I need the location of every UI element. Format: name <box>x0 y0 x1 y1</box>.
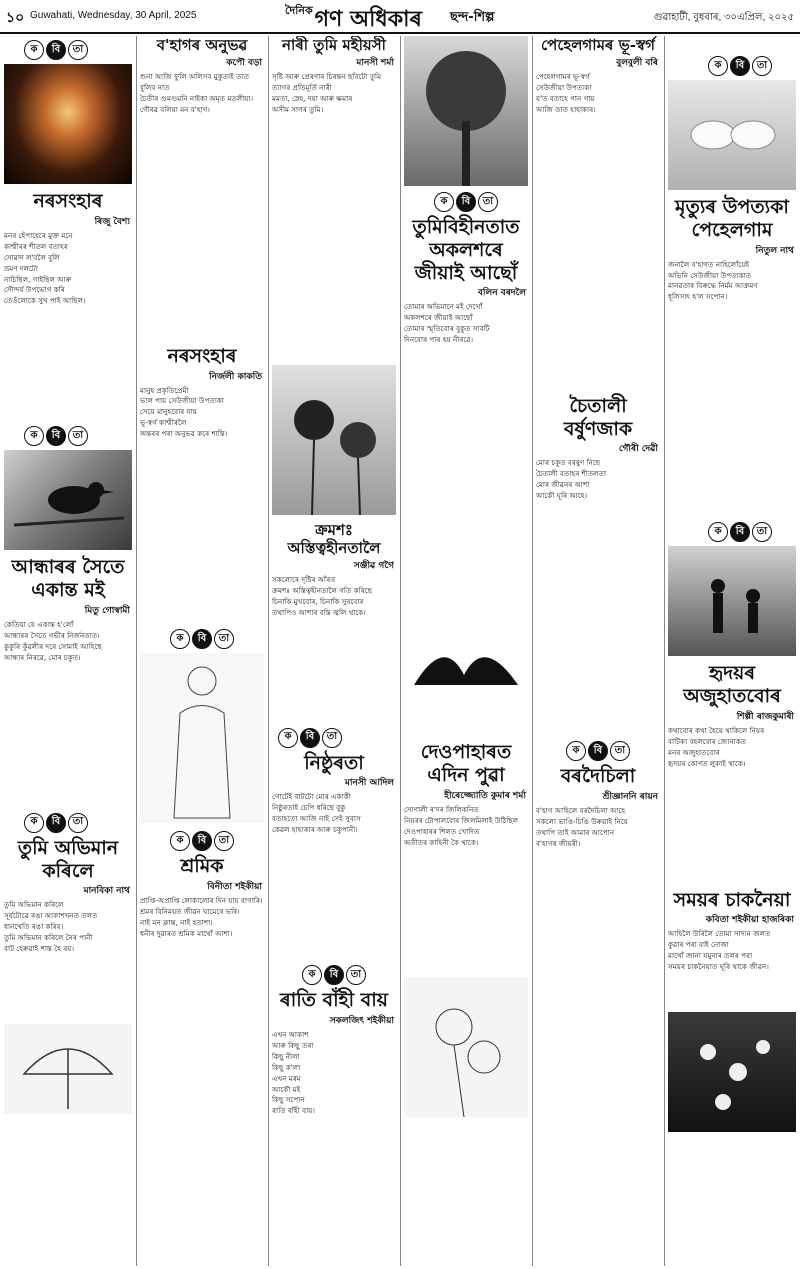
poem-author: কপৌ বড়া <box>226 58 262 68</box>
poem-body <box>272 575 396 618</box>
column-6 <box>668 36 796 1266</box>
badge-letter: বি <box>456 192 476 212</box>
roses-photo <box>272 365 396 515</box>
tree-road-photo <box>404 36 528 186</box>
poem-line: অকলশৰে জীয়াই আছোঁ <box>404 313 473 323</box>
column-rule <box>136 36 137 1266</box>
logo-prefix: দৈনিক <box>285 4 313 17</box>
poem-line: কেতিয়া যে একান্ত হ'লোঁ <box>4 619 74 629</box>
umbrella-icon <box>4 1024 132 1114</box>
poem-line: তথাপি তাই আমাৰ আপোন <box>536 827 615 837</box>
poem-line: শুনা আজি ফুলি অলিসব মুকুতাই তাত <box>140 72 250 81</box>
badge-letter: তা <box>346 965 366 985</box>
poem-line: ধূলিসাৎ হ'ল সপোন। <box>668 292 728 302</box>
badge-letter: তা <box>478 192 498 212</box>
doves-photo <box>668 80 796 190</box>
column-rule <box>400 36 401 1266</box>
badge-letter: বি <box>324 965 344 985</box>
poem-line: কুকুৰি কুঁৱলীৰ দৰে সোমাই আহিছে <box>4 641 102 651</box>
flower-sketch <box>404 977 528 1117</box>
badge-letter: ক <box>566 741 586 761</box>
poem-body <box>668 726 796 769</box>
poem-line: ব'হাগৰ জীয়ৰী। <box>536 838 581 848</box>
poem-body <box>4 620 132 663</box>
poem-line: তোমাৰ অভিমানে মই দেখোঁ <box>404 302 483 312</box>
poem-line: তেওঁলোকে সুখ পাই আছিল। <box>4 296 86 306</box>
kobita-badge <box>24 40 132 60</box>
poem-line: সূৰ্যটোৱে ৰঙা আকাশখনত তলত <box>4 911 98 921</box>
poem-line: য'ত বতাহে গান গায় <box>536 93 595 103</box>
poem-line: এখন মৰম <box>272 1073 301 1083</box>
poem-line: সৃষ্টি আৰু প্ৰেৰণাৰ চিৰন্তন ছবিটো তুমি <box>272 72 382 81</box>
poem-author: শিল্পী ৰাজকুমাৰী <box>736 711 794 722</box>
badge-letter: বি <box>730 522 750 542</box>
badge-letter: তা <box>68 813 88 833</box>
poem-body <box>140 896 264 939</box>
poem-line: বাট হেৰুৱাই শান্ত হৈ ৰয়। <box>4 944 75 954</box>
poem-line: দিনবোৰ পাৰ হয় নীৰৱে। <box>404 335 474 345</box>
bird-icon <box>404 615 528 735</box>
poem-author: মিতু গোস্বামী <box>84 605 130 616</box>
newspaper-logo <box>285 2 422 39</box>
column-rule <box>268 36 269 1266</box>
poem-line: পেহেলগামৰ ভূ-স্বৰ্গ <box>536 72 590 81</box>
poem-line: আকৌ ঘূৰি আহে। <box>536 491 588 501</box>
masthead <box>0 0 800 34</box>
badge-letter: ক <box>302 965 322 985</box>
poem-title: তুমিবিহীনতাত অকলশৰে জীয়াই আছোঁ <box>412 216 520 284</box>
poem-line: ভ্ৰমণ দলটো <box>4 263 38 273</box>
badge-letter: ক <box>434 192 454 212</box>
badge-letter: বি <box>46 426 66 446</box>
badge-letter: তা <box>214 629 234 649</box>
poem-line: নিষ্ঠুৰতাই চেপি ধৰিছে বুকু <box>272 803 346 813</box>
poem-line: ত্যাগৰ প্ৰতিমূৰ্তি নাৰী <box>272 82 332 92</box>
badge-letter: তা <box>752 56 772 76</box>
poem-title: চৈতালী বৰ্ষুণজাক <box>563 394 633 440</box>
section-title: ছন্দ-শিল্প <box>450 10 495 25</box>
poem-title: ক্ৰমশঃ অস্তিত্বহীনতালৈ <box>287 520 381 557</box>
poem-author: সঞ্জীৱ গগৈ <box>353 560 394 571</box>
poem-author: ৰিজু বৈশ্য <box>94 216 130 227</box>
logo-text: গণ অধিকাৰ <box>314 6 422 32</box>
column-5 <box>536 36 660 1266</box>
poem-line: কিছু সপোন <box>272 1095 305 1105</box>
badge-letter: ক <box>170 831 190 851</box>
badge-letter: তা <box>752 522 772 542</box>
birds-photo <box>404 615 528 735</box>
poem-line: আহিলৈ উৰিলৈ তোমা সাদ্যন জলত <box>668 929 771 939</box>
poem-line: সকলো ভাঙি-চিঙি উৰুৱাই নিয়ে <box>536 816 628 826</box>
poem-line: অতীতৰ কাহিনী কৈ থাকে। <box>404 837 479 847</box>
poem-body <box>4 231 132 307</box>
poem-line: অন্তৰৰ পৰা অনুভৱ কৰে শান্তি। <box>140 429 228 439</box>
poem-line: মমতা, স্নেহ, দয়া আৰু ক্ষমাৰ <box>272 93 353 103</box>
rose-icon <box>272 365 396 515</box>
poem-body <box>272 1030 396 1117</box>
badge-letter: তা <box>610 741 630 761</box>
poem-line: তুমি অভিমান কৰিলে <box>4 900 64 910</box>
poem-line: তথাপিও আশাৰ বন্তি জ্বলি থাকে। <box>272 607 366 617</box>
poem-line: মনৰ অজুহাতবোৰ <box>668 747 720 757</box>
poem-title: পেহেলগামৰ ভূ-স্বৰ্গ <box>541 36 655 54</box>
poem-line: ব'হাগ আহিলে বৰদৈচিলা আহে <box>536 805 626 815</box>
poem-line: সকলোৰে দৃষ্টিৰ আঁৰত <box>272 574 336 584</box>
badge-letter: তা <box>214 831 234 851</box>
poem-title: নৰসংহাৰ <box>167 344 237 367</box>
kobita-badge <box>708 522 796 542</box>
badge-letter: ক <box>170 629 190 649</box>
poem-line: কথাবোৰ কথা হৈয়ে থাকিলে নিয়ৰ <box>668 725 765 735</box>
poem-line: কেৱল হাহাকাৰ আৰু চকুপানী। <box>272 825 358 835</box>
poem-line: মনৰ হেঁপাহেৰে মুক্ত মনে <box>4 230 73 240</box>
poem-line: মোৰ চকুত বৰষুণ নিছে <box>536 458 601 468</box>
poem-line: চিনাকি মুখবোৰ, চিনাকি সুৰবোৰ <box>272 596 364 606</box>
poem-author: মানসী শৰ্মা <box>356 58 394 68</box>
poem-line: আজি তাত হাহাকাৰ। <box>536 104 596 114</box>
poem-line: তুমি অভিমান কৰিলে নৈৰ পানী <box>4 933 93 943</box>
badge-letter: ক <box>708 522 728 542</box>
poem-line: সেয়ে মানুহবোৰ যায় <box>140 407 197 417</box>
badge-letter: বি <box>300 728 320 748</box>
poem-body <box>272 792 396 835</box>
kobita-badge <box>566 741 660 761</box>
poem-title: বৰদৈচিলা <box>560 765 636 788</box>
poem-line: অভিনি সেউজীয়া উপত্যকাত <box>668 270 752 280</box>
tree-icon <box>404 36 528 186</box>
column-1 <box>4 36 132 1266</box>
badge-letter: ক <box>24 40 44 60</box>
poem-body <box>536 72 660 115</box>
kobita-badge <box>170 831 264 851</box>
poem-line: মানুহ প্ৰকৃতিপ্ৰেমী <box>140 385 189 395</box>
badge-letter: বি <box>46 813 66 833</box>
badge-letter: বি <box>192 629 212 649</box>
poem-line: কিছু নীলা <box>272 1051 300 1061</box>
kobita-badge <box>24 426 132 446</box>
poem-line: গৌৰৱ বলিয়া মন ব'হাগ। <box>140 104 210 114</box>
dove-icon <box>668 80 796 190</box>
poem-body <box>272 72 396 115</box>
poem-body <box>668 929 796 972</box>
poem-line: আন্ধাৰৰ সৈতে গভীৰ নিৰ্জনতাত। <box>4 630 100 640</box>
badge-letter: ক <box>24 813 44 833</box>
poem-line: ধানখেতি ৰঙা কৰিব। <box>4 922 64 932</box>
poem-line: বতাহতো আজি নাই সেই সুবাস <box>272 814 361 824</box>
poem-line: ধনীৰ দুৱাৰত শ্ৰমিক মাথোঁ আশা। <box>140 928 233 938</box>
poem-line: আৰু কিছু তৰা <box>272 1040 314 1050</box>
poem-line: শ্ৰমৰ বিনিময়ত জীৱন ঘামেৰে ভৰি। <box>140 906 240 916</box>
poem-line: আকৌ মই <box>272 1084 301 1094</box>
poem-title: দেওপাহাৰত এদিন পুৱা <box>420 741 512 786</box>
poem-line: জনালৈ ব'হাগত নাহিলোঁয়েই <box>668 259 750 269</box>
candle-photo <box>4 64 132 184</box>
badge-letter: তা <box>322 728 342 748</box>
poem-author: বলিন বৰদলৈ <box>477 288 526 299</box>
poem-author: নিতুল নাথ <box>755 245 794 256</box>
poem-title: তুমি অভিমান কৰিলে <box>17 836 119 882</box>
badge-letter: বি <box>46 40 66 60</box>
column-3 <box>272 36 396 1266</box>
poem-title: হৃদয়ৰ অজুহাতবোৰ <box>683 662 781 708</box>
flower-icon <box>404 977 528 1117</box>
poem-author: শ্ৰীজ্ঞাননি ৰায়ন <box>602 791 658 802</box>
badge-letter: তা <box>68 40 88 60</box>
poem-body <box>404 805 528 848</box>
poem-title: আন্ধাৰৰ সৈতে একান্ত মই <box>11 556 125 602</box>
poem-author: মানসী আদিল <box>344 778 394 789</box>
poem-line: নাই মন ক্লান্ত, নাই হতাশা। <box>140 917 213 927</box>
poem-line: মোৰ জীৱনৰ আশা <box>536 480 590 490</box>
poem-author: নিৰ্জলী কাকতি <box>209 371 262 382</box>
crow-icon <box>4 450 132 550</box>
poem-line: ভাল পায় সেউজীয়া উপত্যকা <box>140 396 224 406</box>
dateline-assamese: গুৱাহাটী, বুধবাৰ, ৩০এপ্ৰিল, ২০২৫ <box>653 12 794 23</box>
umbrella-sketch <box>4 1024 132 1114</box>
couple-silhouette-icon <box>668 546 796 656</box>
poem-body <box>536 458 660 501</box>
badge-letter: তা <box>68 426 88 446</box>
kobita-badge <box>170 629 264 649</box>
poem-body <box>668 260 796 303</box>
poem-line: কুৱাৰ পৰা বাই নোজা <box>668 940 729 950</box>
poem-line: এখন আকাশ <box>272 1029 309 1039</box>
kobita-badge <box>302 965 396 985</box>
kobita-badge <box>24 813 132 833</box>
poem-line: ভূ-স্বৰ্গ কাশ্মীৰলৈ <box>140 418 187 428</box>
poem-line: তোমাৰ স্মৃতিবোৰ বুকুত সাবটি <box>404 324 490 334</box>
poem-line: সৌন্দৰ্য উপভোগ কৰি <box>4 285 65 295</box>
poem-author: কবিতা শইকীয়া হাজৰিকা <box>705 915 794 926</box>
poem-line: গোটেই বাটটো মোৰ একাকী <box>272 792 351 802</box>
woman-sketch <box>140 653 264 823</box>
poem-line: প্ৰাপ্তি-অপ্ৰাপ্তি লোকালোৰ দিন যায় বাগাৰি। <box>140 896 263 906</box>
kobita-badge <box>278 728 396 748</box>
badge-letter: বি <box>588 741 608 761</box>
poem-author: সকলজিৎ শইকীয়া <box>329 1015 394 1026</box>
poem-body <box>4 900 132 954</box>
column-rule <box>532 36 533 1266</box>
poem-line: চৈতালী বতাহৰ শীতলতা <box>536 469 607 479</box>
poem-author: মানবিকা নাথ <box>83 886 130 897</box>
poem-line: চৈতীৰ গুমগুমনি নাইকা অমৃত মতলীয়া। <box>140 93 254 103</box>
page-number: ১০ <box>6 10 25 26</box>
poem-line: সোৱাদ ল'বলৈ বুলি <box>4 252 60 262</box>
kobita-badge <box>434 192 528 212</box>
column-4 <box>404 36 528 1266</box>
poem-body <box>536 806 660 849</box>
poem-body <box>140 386 264 440</box>
badge-letter: ক <box>278 728 298 748</box>
poem-line: নিয়ৰৰ টোপালবোৰ জিলমিলাই উঠিছিল <box>404 815 519 825</box>
poem-title: ৰাতি বাঁহী বায় <box>280 989 388 1012</box>
poem-title: শ্ৰমিক <box>180 855 224 878</box>
poem-author: হীৰেজ্জ্যোতি কুমাৰ শৰ্মা <box>444 790 526 801</box>
column-2 <box>140 36 264 1266</box>
poem-line: অসীম সাগৰ তুমি। <box>272 104 324 114</box>
poem-line: হৃদয়ৰ কোণত লুকাই থাকে। <box>668 758 746 768</box>
poem-author: বুলবুলী বৰি <box>616 58 658 68</box>
poem-line: দেওপাহাৰৰ শিলত খোদিত <box>404 826 480 836</box>
poem-line: নাচিছিল, গাইছিল আৰু <box>4 274 72 284</box>
crow-photo <box>4 450 132 550</box>
woman-figure-icon <box>140 653 264 823</box>
poem-line: আন্ধাৰ নিৰৱে, মোৰ চকুত। <box>4 652 81 662</box>
poem-line: মানৱতাৰ বিৰুদ্ধে নিৰ্মম আক্ৰমণ <box>668 281 758 291</box>
poem-title: নিষ্ঠুৰতা <box>304 751 364 774</box>
poem-line: বাটিকা বহলবোৰ জোনাকত <box>668 736 747 746</box>
poem-author: বিনীতা শইকীয়া <box>207 882 262 893</box>
poem-title: নাৰী তুমি মহীয়সী <box>282 36 386 54</box>
poem-line: কাশ্মীৰৰ শীতল বতাহৰ <box>4 241 68 251</box>
jasmine-flower-icon <box>668 1012 796 1132</box>
badge-letter: ক <box>708 56 728 76</box>
poem-line: ক্ৰমশঃ অস্তিত্বহীনতালৈ গতি কৰিছে <box>272 585 373 595</box>
poem-author: গৌৰী দেৱী <box>618 444 658 455</box>
poem-line: ৰাতি বাঁহী বায়। <box>272 1106 315 1116</box>
kobita-badge <box>708 56 796 76</box>
couple-photo <box>668 546 796 656</box>
poem-title: মৃত্যুৰ উপত্যকা পেহেলগাম <box>675 196 789 241</box>
poem-title: ব'হাগৰ অনুভৱ <box>156 36 248 54</box>
poem-line: কিছু ক'লা <box>272 1062 301 1072</box>
badge-letter: বি <box>730 56 750 76</box>
badge-letter: বি <box>192 831 212 851</box>
poem-body <box>140 72 264 115</box>
column-rule <box>664 36 665 1266</box>
poem-body <box>404 302 528 345</box>
poem-line: সোণালী ৰ'দৰ জিলিকনিত <box>404 804 479 814</box>
poem-line: মাখোঁ জানা যমুনাৰ তলৰ পৰা <box>668 951 753 961</box>
white-flowers-photo <box>668 1012 796 1132</box>
poem-line: সময়ৰ চাকনৈয়াত ঘূৰি থাকে জীৱন। <box>668 962 769 972</box>
poem-line: সেউজীয়া উপত্যকা <box>536 82 592 92</box>
badge-letter: ক <box>24 426 44 446</box>
dateline-english: Guwahati, Wednesday, 30 April, 2025 <box>30 10 197 21</box>
poem-line: বুলিব নাত <box>140 82 170 92</box>
poem-title: সময়ৰ চাকনৈয়া <box>673 888 791 911</box>
poem-title: নৰসংহাৰ <box>33 190 103 212</box>
